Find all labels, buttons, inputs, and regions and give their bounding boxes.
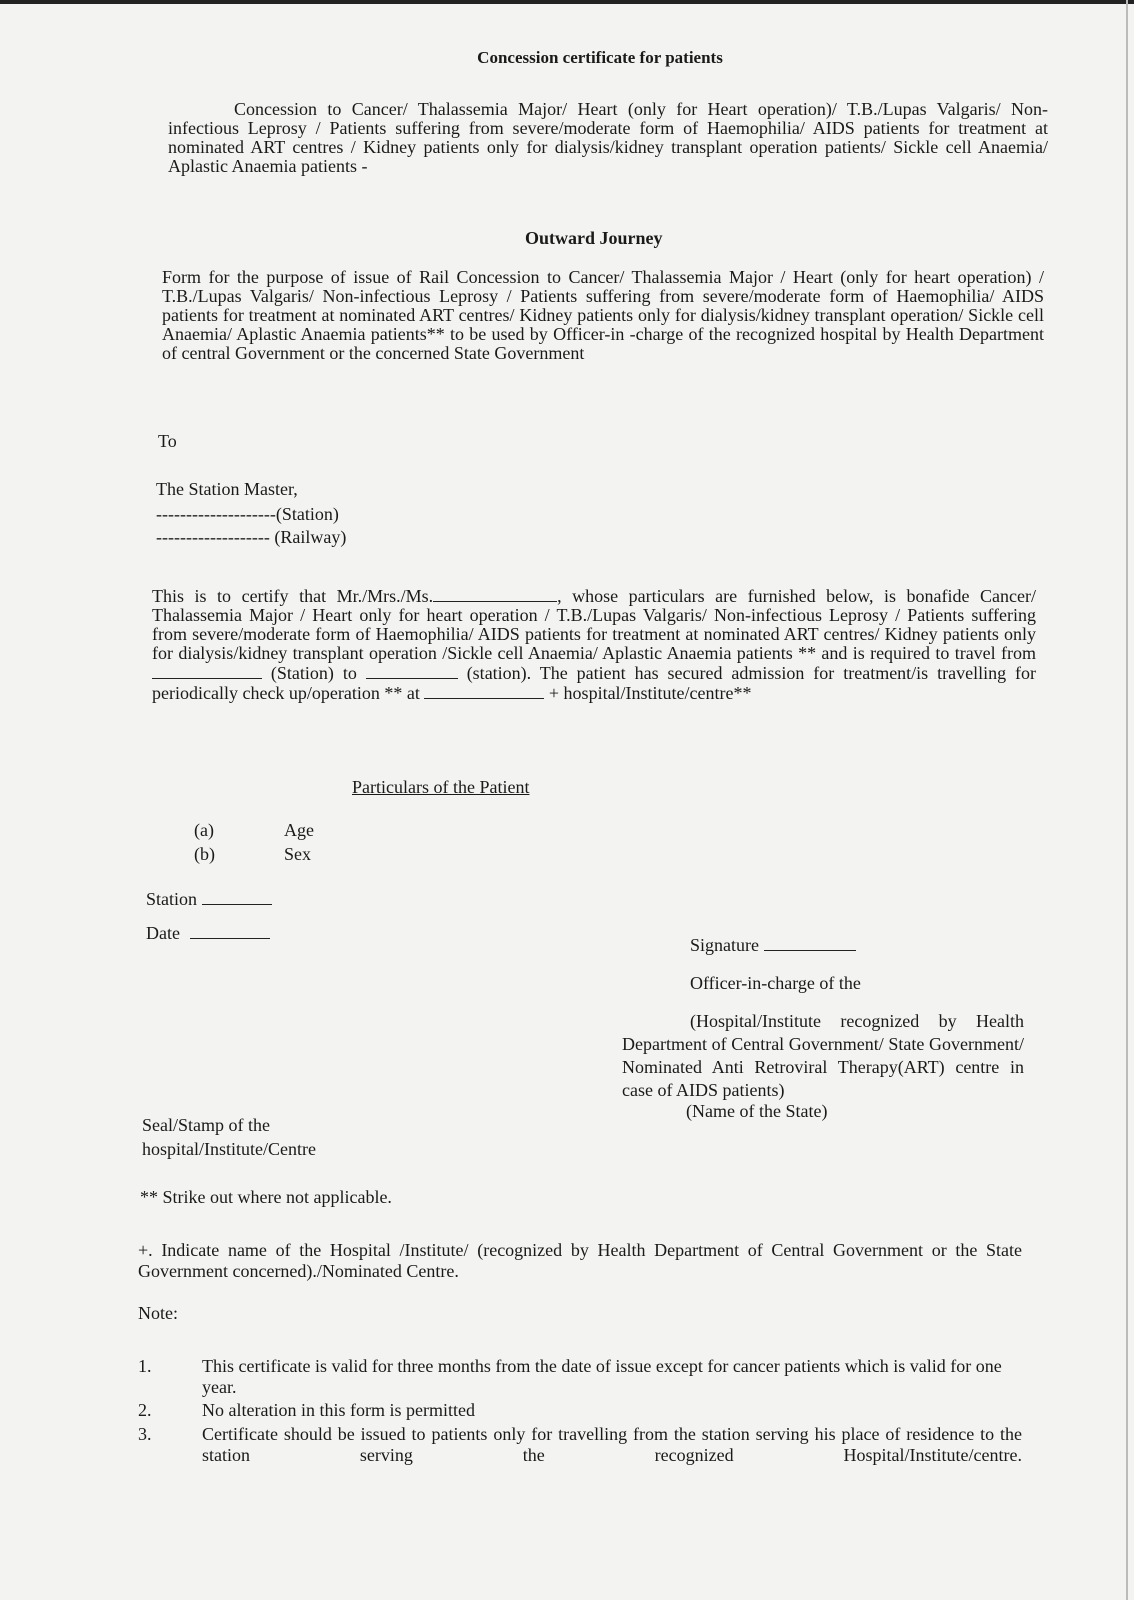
signature-blank[interactable] [764, 935, 856, 951]
station-line: --------------------(Station) [156, 504, 339, 524]
strike-note: ** Strike out where not applicable. [140, 1187, 392, 1207]
particular-marker: (b) [194, 844, 215, 864]
intro-paragraph: Concession to Cancer/ Thalassemia Major/ Heart (only for Heart operation)/ T.B./Lupas Valgaris/ Non-infectious Leprosy / Patients suffering from severe/moderate form of Haemophilia/ AIDS patients for treatment at nominated ART centres / Kidney patients only for dialysis/kidney transplant operation patients/ Sickle cell Anaemia/ Aplastic Anaemia patients - [168, 99, 1048, 176]
note-text: Certificate should be issued to patients only for travelling from the station serving his place of residence to the station serving the recognized Hospital/Institute/centre. [202, 1424, 1022, 1465]
note-text: This certificate is valid for three months from the date of issue except for cancer patients which is valid for one year. [202, 1356, 1002, 1397]
date-field [146, 922, 270, 944]
signature-field [690, 934, 856, 956]
certify-part-1: This is to certify that Mr./Mrs./Ms. [152, 586, 434, 606]
patient-name-blank[interactable] [433, 586, 557, 602]
particular-row-sex [194, 844, 311, 865]
plus-note: +. Indicate name of the Hospital /Institute/ (recognized by Health Department of Central Government or the State Government concerned)./Nominated Centre. [138, 1240, 1022, 1281]
hospital-blank[interactable] [424, 683, 544, 699]
journey-heading: Outward Journey [525, 228, 663, 248]
right-border [1126, 0, 1128, 1600]
particular-label: Sex [284, 844, 311, 864]
certify-part-2: , whose particulars are furnished below, is bonafide Cancer/ Thalassemia Major / Heart only for heart operation / T.B./Lupas Valgaris/ Non-infectious Leprosy / Patients suffering from severe/moderate form of Haemophilia/ AIDS patients for treatment at nominated ART centres/ Kidney patients only for dialysis/kidney transplant operation /Sickle cell Anaemia/ Aplastic Anaemia patients ** and is required to travel from [152, 586, 1036, 663]
seal-line-1: Seal/Stamp of the [142, 1115, 270, 1135]
station-label: Station [146, 889, 198, 909]
document-title: Concession certificate for patients [477, 48, 723, 67]
station-blank[interactable] [202, 889, 272, 905]
to-station-blank[interactable] [366, 663, 458, 679]
date-label: Date [146, 923, 180, 943]
particular-row-age [194, 820, 314, 841]
seal-line-2: hospital/Institute/Centre [142, 1139, 316, 1159]
certification-paragraph [152, 586, 1036, 703]
state-name-label: (Name of the State) [686, 1101, 828, 1121]
particular-marker: (a) [194, 820, 214, 840]
certify-part-5: + hospital/Institute/centre** [548, 683, 752, 703]
certify-part-4: (station). The patient has secured admission for treatment/is travelling for periodically check up/operation ** at [152, 663, 1036, 703]
note-label: Note: [138, 1303, 178, 1323]
particulars-heading: Particulars of the Patient [352, 777, 530, 797]
signature-label: Signature [690, 935, 759, 955]
note-number: 1. [138, 1356, 152, 1376]
note-number: 2. [138, 1400, 152, 1420]
from-station-blank[interactable] [152, 663, 262, 679]
addressee: The Station Master, [156, 479, 298, 499]
to-label: To [158, 431, 177, 451]
form-purpose-paragraph: Form for the purpose of issue of Rail Concession to Cancer/ Thalassemia Major / Heart (only for heart operation) / T.B./Lupas Valgaris/ Non-infectious Leprosy / Patients suffering from severe/moderate form of Haemophilia/ AIDS patients for treatment at nominated ART centres/ Kidney patients only for dialysis/kidney transplant operation/ Sickle cell Anaemia/ Aplastic Anaemia patients** to be used by Officer-in -charge of the recognized hospital by Health Department of central Government or the concerned State Government [162, 267, 1044, 363]
note-number: 3. [138, 1424, 152, 1444]
railway-line: ------------------- (Railway) [156, 527, 347, 547]
note-text: No alteration in this form is permitted [202, 1400, 475, 1420]
certify-part-3: (Station) to [270, 663, 357, 683]
top-border [0, 0, 1134, 4]
officer-label: Officer-in-charge of the [690, 973, 861, 993]
hospital-description: (Hospital/Institute recognized by Health Department of Central Government/ State Government/ Nominated Anti Retroviral Therapy(ART) centre in case of AIDS patients) [622, 1011, 1024, 1100]
particular-label: Age [284, 820, 314, 840]
station-field [146, 888, 272, 910]
date-blank[interactable] [190, 923, 270, 939]
